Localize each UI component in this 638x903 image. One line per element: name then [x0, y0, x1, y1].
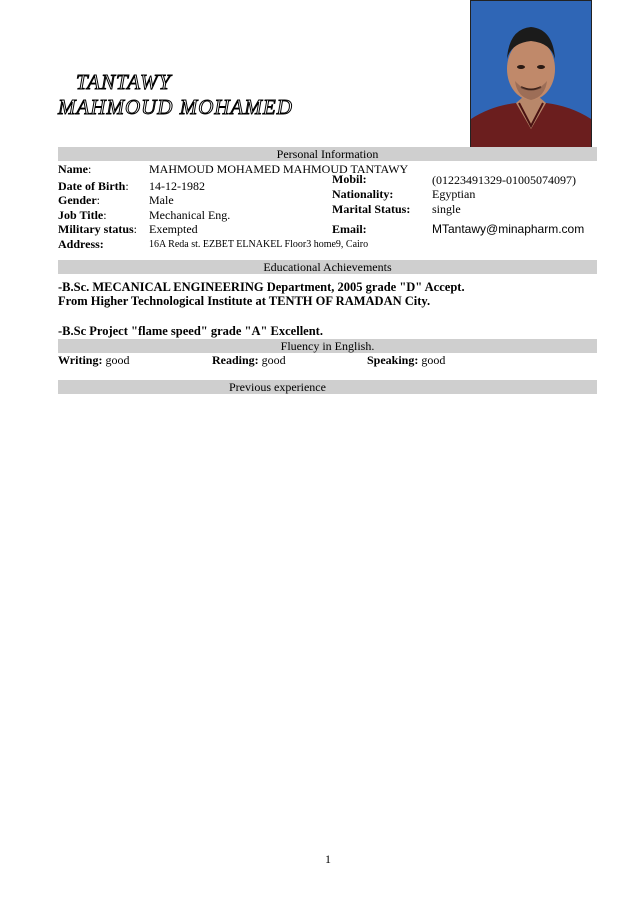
speaking-skill [367, 353, 445, 367]
education-line-1: -B.Sc. MECANICAL ENGINEERING Department, 2005 grade "D" Accept. [58, 280, 465, 294]
section-bar-education [58, 260, 597, 274]
section-bar-personal [58, 147, 597, 161]
speaking-value: good [421, 353, 446, 367]
page-number: 1 [325, 852, 331, 866]
portrait-image [471, 1, 591, 154]
reading-label: Reading: [212, 353, 259, 367]
name-label: Name: [58, 162, 92, 176]
section-bar-fluency [58, 339, 597, 353]
nationality-value: Egyptian [432, 187, 476, 201]
speaking-label: Speaking: [367, 353, 419, 367]
dob-value: 14-12-1982 [149, 179, 205, 193]
job-title-value: Mechanical Eng. [149, 208, 231, 222]
address-value: 16A Reda st. EZBET ELNAKEL Floor3 home9, Cairo [149, 239, 369, 250]
section-title-education: Educational Achievements [263, 260, 392, 274]
marital-status-value: single [432, 202, 461, 216]
job-title-label: Job Title: [58, 208, 107, 222]
email-label: Email: [332, 222, 367, 236]
marital-status-label: Marital Status: [332, 202, 411, 216]
address-label: Address: [58, 237, 104, 251]
reading-skill [212, 353, 286, 367]
mobile-label: Mobil: [332, 172, 367, 186]
dob-label: Date of Birth: [58, 179, 129, 193]
email-value[interactable]: MTantawy@minapharm.com [432, 222, 585, 236]
education-line-3: -B.Sc Project "flame speed" grade "A" Excellent. [58, 324, 323, 338]
name-title-line2: MAHMOUD MOHAMED [58, 95, 293, 119]
military-status-value: Exempted [149, 222, 198, 236]
name-title-line1: TANTAWY [76, 70, 172, 94]
education-line-2: From Higher Technological Institute at TENTH OF RAMADAN City. [58, 294, 431, 308]
reading-value: good [261, 353, 286, 367]
gender-label: Gender: [58, 193, 101, 207]
writing-value: good [105, 353, 130, 367]
section-title-personal: Personal Information [276, 147, 379, 161]
section-title-fluency: Fluency in English. [280, 339, 375, 353]
writing-skill [58, 353, 129, 367]
writing-label: Writing: [58, 353, 103, 367]
name-value: MAHMOUD MOHAMED MAHMOUD TANTAWY [149, 162, 409, 176]
profile-photo [470, 0, 592, 155]
gender-value: Male [149, 193, 174, 207]
section-bar-experience [58, 380, 597, 394]
military-status-label: Military status: [58, 222, 137, 236]
mobile-value: (01223491329-01005074097) [432, 173, 576, 187]
nationality-label: Nationality: [332, 187, 394, 201]
section-title-experience: Previous experience [229, 380, 326, 394]
